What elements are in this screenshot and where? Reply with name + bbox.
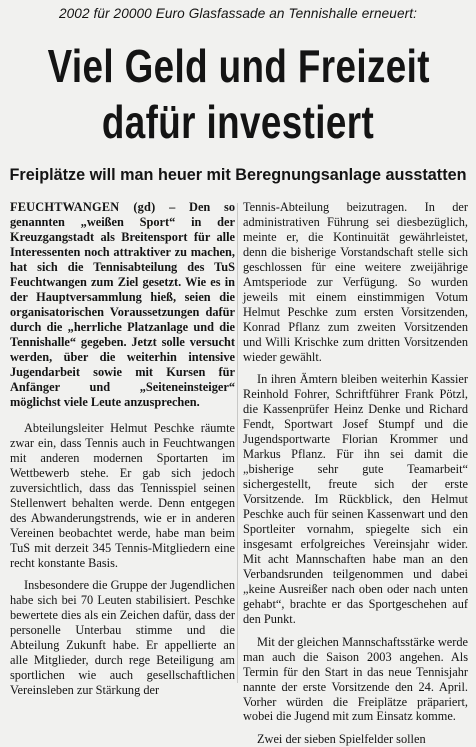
body-paragraph: Insbesondere die Gruppe der Jugendlichen habe sich bei 70 Leuten stabilisiert. Peschke bewertete dies als ein Zeichen dafür, dass der personelle Unterbau stimme und die Abteilung Zukunft habe. Er appellierte an alle Mitglieder, durch rege Beteiligung am sportlichen wie auch gesellschaftlichen Vereinsleben zur Stärkung der [10, 578, 235, 698]
lead-text: – Den so genannten „weißen Sport“ in der Kreuzgangstadt als Breitensport für alle Interessenten noch attraktiver zu machen, hat sich die Tennisabteilung des TuS Feuchtwangen zum Ziel gesetzt. Wie es in der Hauptversammlung hieß, seien die organisatorischen Voraussetzungen dafür durch die „herrliche Platzanlage und die Tennishalle“ gegeben. Jetzt solle versucht werden, über die weiterhin intensive Jugendarbeit sowie mit Kursen für Anfänger und „Seiteneinsteiger“ möglichst viele Leute anzusprechen. [10, 200, 235, 409]
article-column-1 [10, 200, 235, 698]
headline-line-1: Viel Geld und Freizeit [47, 40, 430, 92]
body-paragraph: Tennis-Abteilung beizutragen. In der administrativen Führung sei diesbezüglich, meinte er, die Kontinuität gewährleistet, denn die bisherige Vorstandschaft stelle sich geschlossen für eine weitere zweijährige Amtsperiode zur Verfügung. So wurden jeweils mit einem einstimmigen Votum Helmut Peschke zum ersten Vorsitzenden, Konrad Pflanz zum zweiten Vorsitzenden und Willi Krischke zum dritten Vorsitzenden wieder gewählt. [243, 200, 468, 364]
body-paragraph: Abteilungsleiter Helmut Peschke räumte zwar ein, dass Tennis auch in Feuchtwangen mit anderen modernen Sportarten im Wettbewerb stehe. Er gab sich jedoch zuversichtlich, dass das Tennisspiel seinen Stellenwert behalten werde. Denn entgegen des Abwanderungstrends, wie er in anderen Vereinen beobachtet werde, habe man beim TuS mit derzeit 345 Tennis-Mitgliedern eine recht konstante Basis. [10, 420, 235, 570]
kicker-line: 2002 für 20000 Euro Glasfassade an Tennishalle erneuert: [58, 6, 418, 21]
body-paragraph: Mit der gleichen Mannschaftsstärke werde man auch die Saison 2003 angehen. Als Termin für den Start in das neue Tennisjahr nannte der erste Vorsitzende den 24. April. Vorher würden die Freiplätze präpariert, wobei die Jugend mit zum Einsatz komme. [243, 634, 468, 724]
article-column-2 [243, 200, 468, 747]
subheadline: Freiplätze will man heuer mit Beregnungsanlage ausstatten [9, 166, 467, 184]
column-divider [237, 203, 238, 683]
lead-paragraph [10, 200, 235, 410]
body-paragraph: Zwei der sieben Spielfelder sollen [257, 731, 426, 746]
dateline: FEUCHTWANGEN (gd) [10, 200, 156, 214]
body-paragraph: In ihren Ämtern bleiben weiterhin Kassier Reinhold Fohrer, Schriftführer Frank Pötzl, die Kassenprüfer Heinz Denke und Richard Fendt, Sportwart Josef Stumpf und die Jugendsportwarte Florian Krommer und Markus Pflanz. Für ihn sei damit die „bisherige sehr gute Teamarbeit“ sichergestellt, freute sich der erste Vorsitzende. Im Rückblick, den Helmut Peschke auch für seinen Kassenwart und den Sportleiter vornahm, spiegelte sich ein insgesamt erfolgreiches Vereinsjahr wider. Mit acht Mannschaften habe man an den Verbandsrunden teilgenommen und dabei „keine Ausreißer nach oben oder nach unten gehabt“, brachte er das Sportgeschehen auf den Punkt. [243, 372, 468, 627]
headline-line-2: dafür investiert [101, 96, 375, 148]
